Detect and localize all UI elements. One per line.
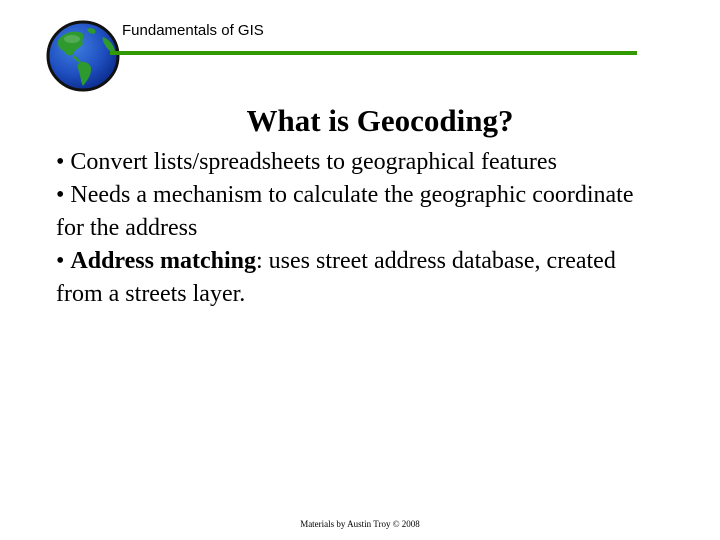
bullet-term: Address matching [70,248,256,274]
bullet-item: • Needs a mechanism to calculate the geographic coordinate for the address [56,182,634,241]
bullet-item [56,245,656,311]
bullet-marker: • [56,248,71,274]
course-title: Fundamentals of GIS [122,22,264,39]
globe-icon [45,19,121,93]
footer-credit: Materials by Austin Troy © 2008 [300,519,420,529]
slide-title: What is Geocoding? [246,103,514,138]
header-divider [110,51,637,55]
bullet-item: • Convert lists/spreadsheets to geographical features [56,149,557,175]
bullet-text: : uses street address database, created from a streets layer. [56,248,616,307]
bullet-list [56,146,656,311]
